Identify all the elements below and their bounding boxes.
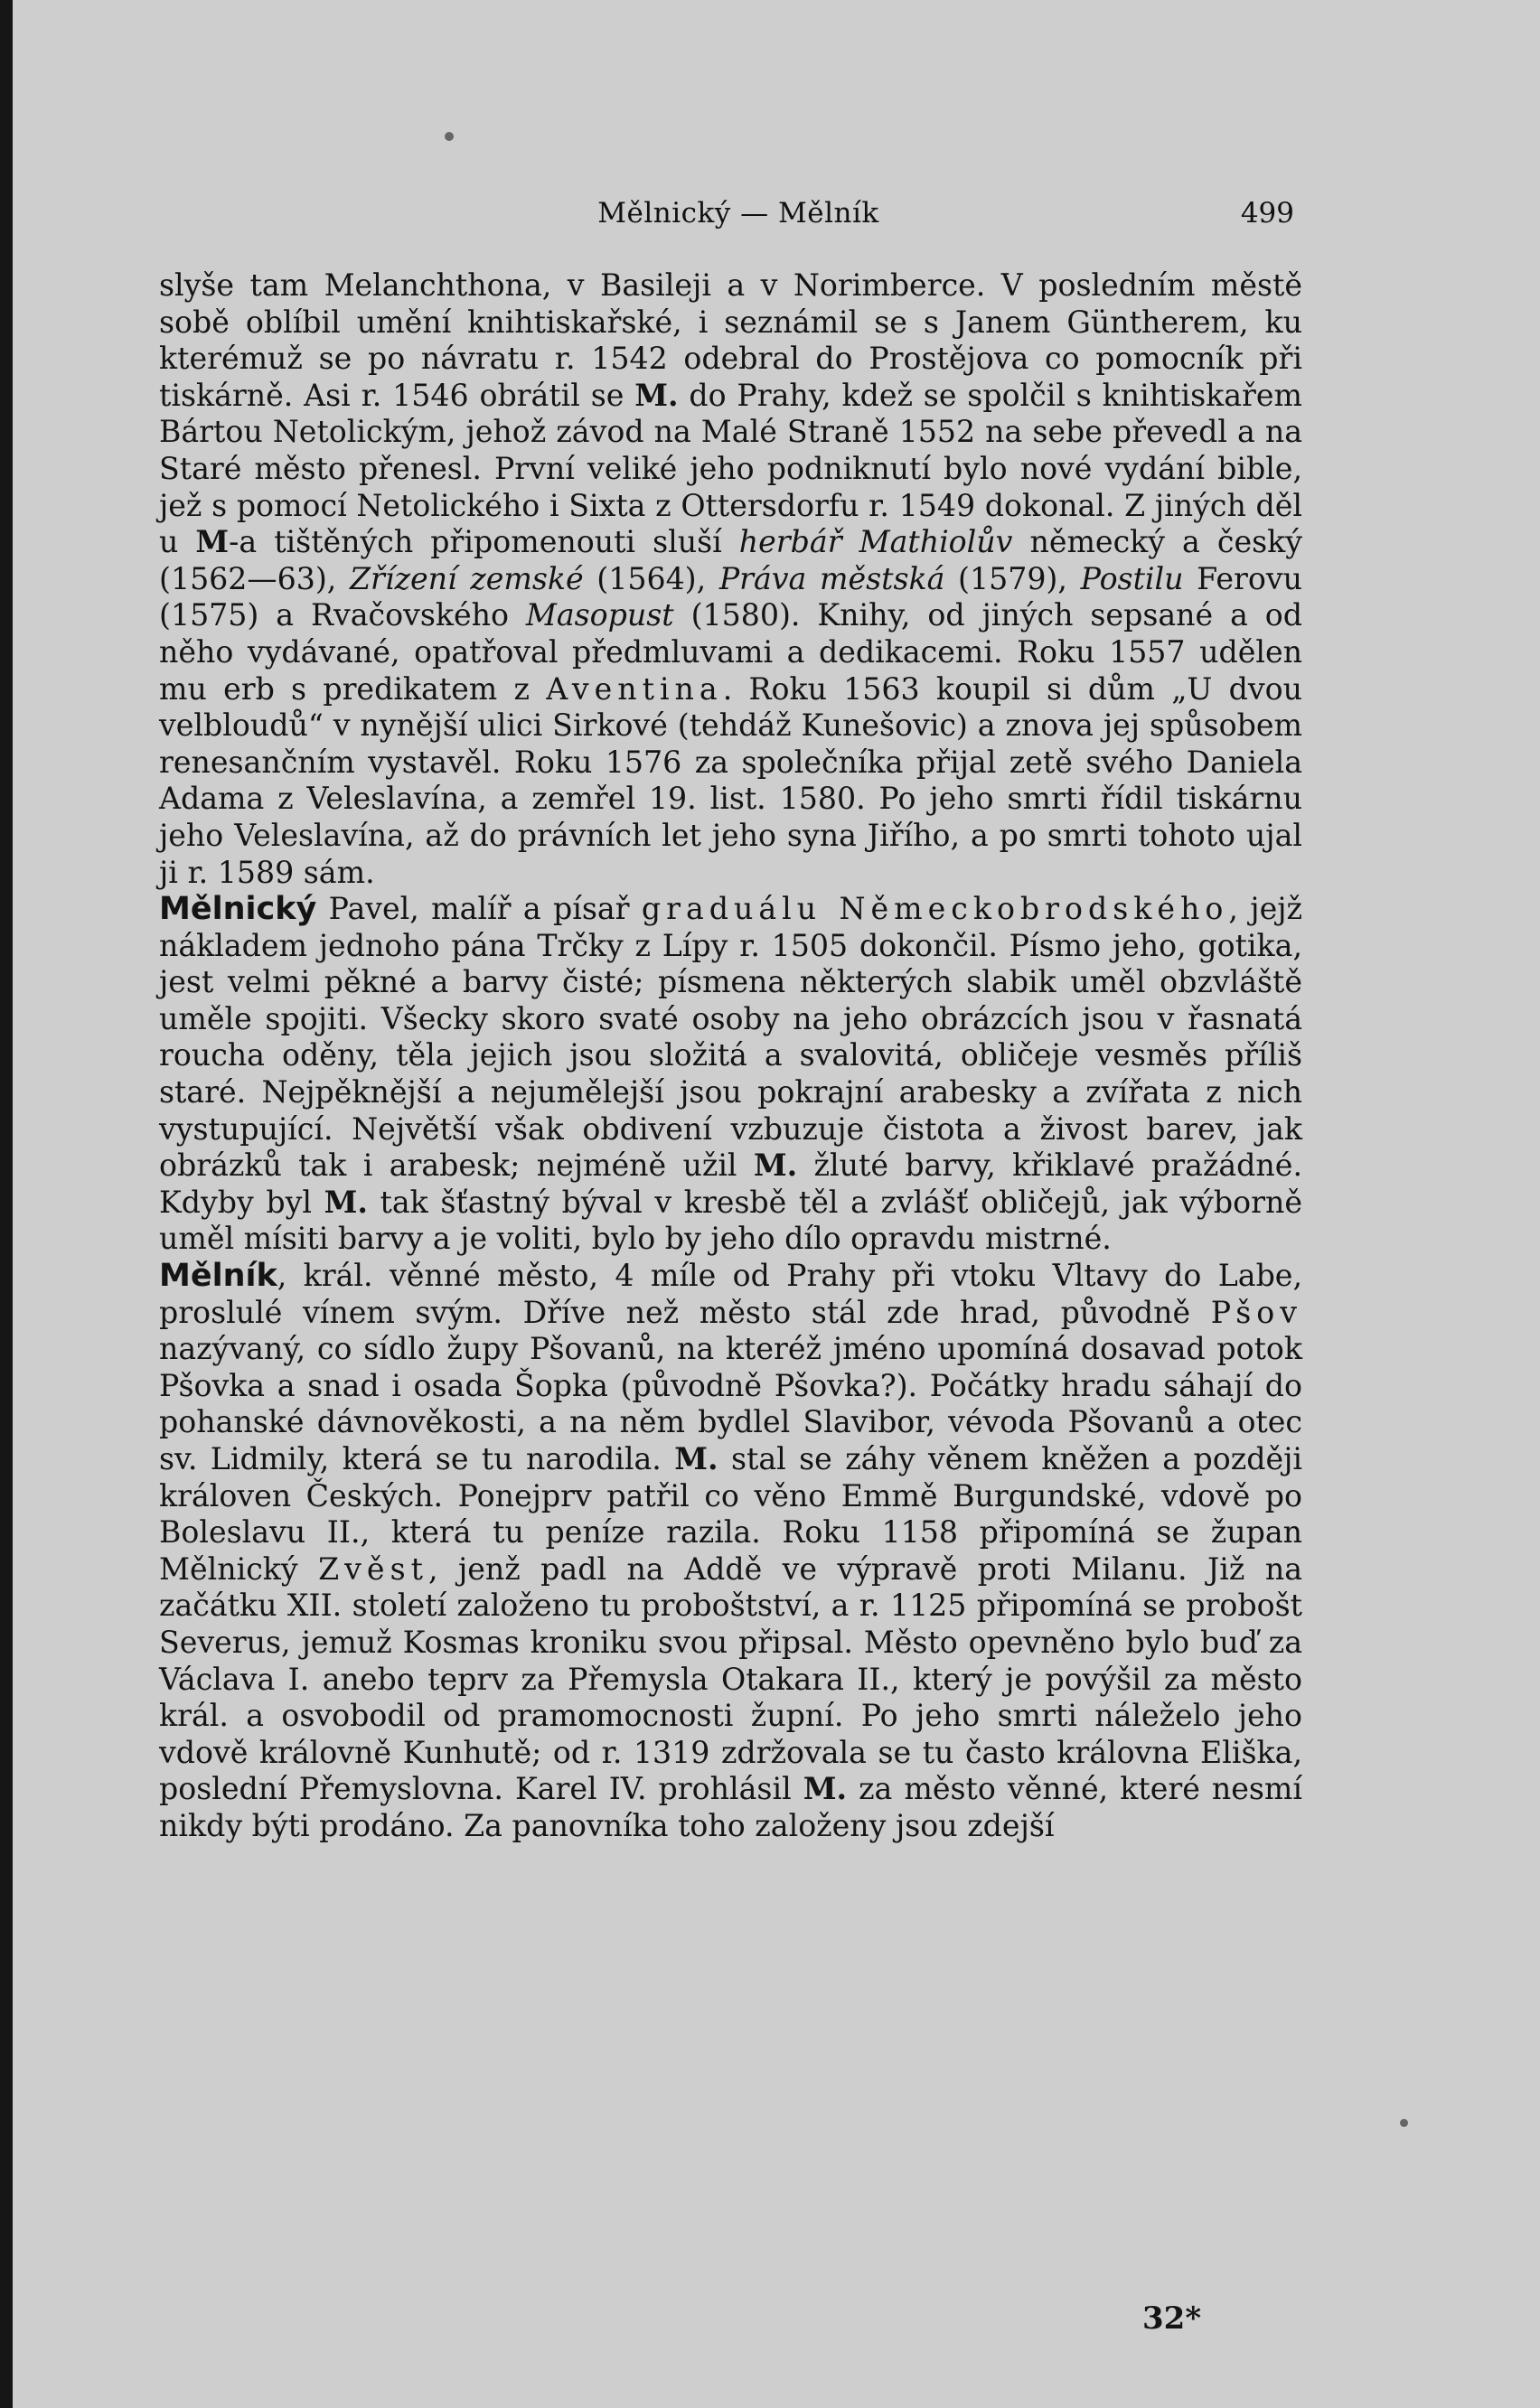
text-run: . Roku 1563 koupil si dům „U dvou velbloudů“ v nynější ulici Sirkové (tehdáž Kunešovic) a znova jej spůsobem renesančním vystavěl. Roku 1576 za společníka přijal zetě svého Daniela Adama z Veleslavína, a zemřel 19. list. 1580. Po jeho smrti řídil tiskárnu jeho Veleslavína, až do právních let jeho syna Jiřího, a po smrti tohoto ujal ji r. 1589 sám. (159, 670, 1302, 890)
italic-title: Postilu (1080, 560, 1184, 596)
italic-title: Práva městská (718, 560, 945, 596)
text-run: do Prahy, kdež se spolčil s knihtiskařem Bártou Netolickým, jehož závod na Malé Straně 1552 na sebe převedl a na Staré město přenesl. První veliké jeho podniknutí bylo nové vydání bible, jež s pomocí Netolického i Sixta z Ottersdorfu r. 1549 dokonal. Z jiných děl u (159, 377, 1302, 560)
text-run: Ferovu (1575) a Rvačovského (159, 560, 1302, 633)
abbrev-headword: M. (753, 1148, 798, 1184)
text-run: tak šťastný býval v kresbě těl a zvlášť obličejů, jak výborně uměl mísiti barvy a je voliti, bylo by jeho dílo opravdu mistrné. (159, 1184, 1303, 1257)
dictionary-entry (159, 1258, 1302, 1845)
book-page (13, 0, 1540, 2408)
paragraph-continuation (159, 267, 1302, 891)
abbrev-headword: M. (803, 1771, 848, 1807)
paper-speck (445, 132, 454, 141)
spaced-emphasis: Zvěst (318, 1551, 428, 1587)
entry-headword: Mělník (159, 1258, 277, 1295)
abbrev-headword: M. (634, 377, 679, 413)
running-head (13, 193, 1540, 233)
text-run: slyše tam Melanchthona, v Basileji a v Norimberce. V posledním městě sobě oblíbil umění knihtiskařské, i seznámil se s Janem Güntherem, ku kterémuž se po návratu r. 1542 odebral do Prostějova co pomocník při tiskárně. Asi r. 1546 obrátil se (159, 267, 1302, 413)
printer-signature: 32* (1142, 2300, 1202, 2337)
text-run: -a tištěných připomenouti sluší (229, 524, 739, 560)
text-run: , král. věnné město, 4 míle od Prahy při vtoku Vltavy do Labe, proslulé vínem svým. Dříve než město stál zde hrad, původně (159, 1258, 1302, 1330)
spaced-emphasis: graduálu Německobrodského (641, 891, 1229, 927)
body-text (159, 267, 1302, 1845)
entry-headword: Mělnický (159, 891, 317, 928)
text-run: žluté barvy, křiklavé pražádné. Kdyby byl (159, 1148, 1302, 1220)
text-run: za město věnné, které nesmí nikdy býti prodáno. Za panovníka toho založeny jsou zdejší (159, 1771, 1303, 1843)
spaced-emphasis: Pšov (1210, 1294, 1302, 1330)
abbrev-headword: M (195, 524, 230, 560)
page-number: 499 (1240, 197, 1294, 230)
abbrev-headword: M. (674, 1441, 718, 1476)
dictionary-entry (159, 891, 1302, 1258)
italic-title: Zřízení zemské (349, 560, 584, 596)
book-binding-edge (0, 0, 13, 2408)
abbrev-headword: M. (324, 1184, 368, 1220)
text-run: stal se záhy věnem kněžen a později královen Českých. Ponejprv patřil co věno Emmě Burgundské, vdově po Boleslavu II., která tu peníze razila. Roku 1158 připomíná se župan Mělnický (159, 1441, 1302, 1587)
paper-speck (1400, 2119, 1408, 2127)
text-run: nazývaný, co sídlo župy Pšovanů, na kteréž jméno upomíná dosavad potok Pšovka a snad i osada Šopka (původně Pšovka?). Počátky hradu sáhají do pohanské dávnověkosti, a na něm bydlel Slavibor, vévoda Pšovanů a otec sv. Lidmily, která se tu narodila. (159, 1331, 1302, 1476)
text-run: , jejž nákladem jednoho pána Trčky z Lípy r. 1505 dokončil. Písmo jeho, gotika, jest velmi pěkné a barvy čisté; písmena některých slabik uměl obzvláště uměle spojiti. Všecky skoro svaté osoby na jeho obrázcích jsou v řasnatá roucha oděny, těla jejich jsou složitá a svalovitá, obličeje vesměs příliš staré. Nejpěknější a nejumělejší jsou pokrajní arabesky a zvířata z nich vystupující. Největší však obdivení vzbuzuje čistota a živost barev, jak obrázků tak i arabesk; nejméně užil (159, 891, 1302, 1184)
text-run: Pavel, malíř a písař (316, 891, 642, 927)
text-run: , jenž padl na Addě ve výpravě proti Milanu. Již na začátku XII. století založeno tu proboštství, a r. 1125 připomíná se probošt Severus, jemuž Kosmas kroniku svou připsal. Město opevněno bylo buď za Václava I. anebo teprv za Přemysla Otakara II., který je povýšil za město král. a osvobodil od pramomocnosti župní. Po jeho smrti náleželo jeho vdově královně Kunhutě; od r. 1319 zdržovala se tu často královna Eliška, poslední Přemyslovna. Karel IV. prohlásil (159, 1551, 1302, 1807)
text-run: (1580). Knihy, od jiných sepsané a od něho vydávané, opatřoval předmluvami a dedikacemi. Roku 1557 udělen mu erb s predikatem z (159, 597, 1302, 707)
text-run: německý a český (1562—63), (159, 524, 1302, 596)
running-head-title: Mělnický — Mělník (597, 197, 879, 230)
text-run: (1579), (944, 560, 1081, 596)
italic-title: herbář Mathiolův (738, 524, 1013, 560)
italic-title: Masopust (525, 597, 674, 633)
text-run: (1564), (583, 560, 719, 596)
spaced-emphasis: Aventina (546, 670, 723, 707)
